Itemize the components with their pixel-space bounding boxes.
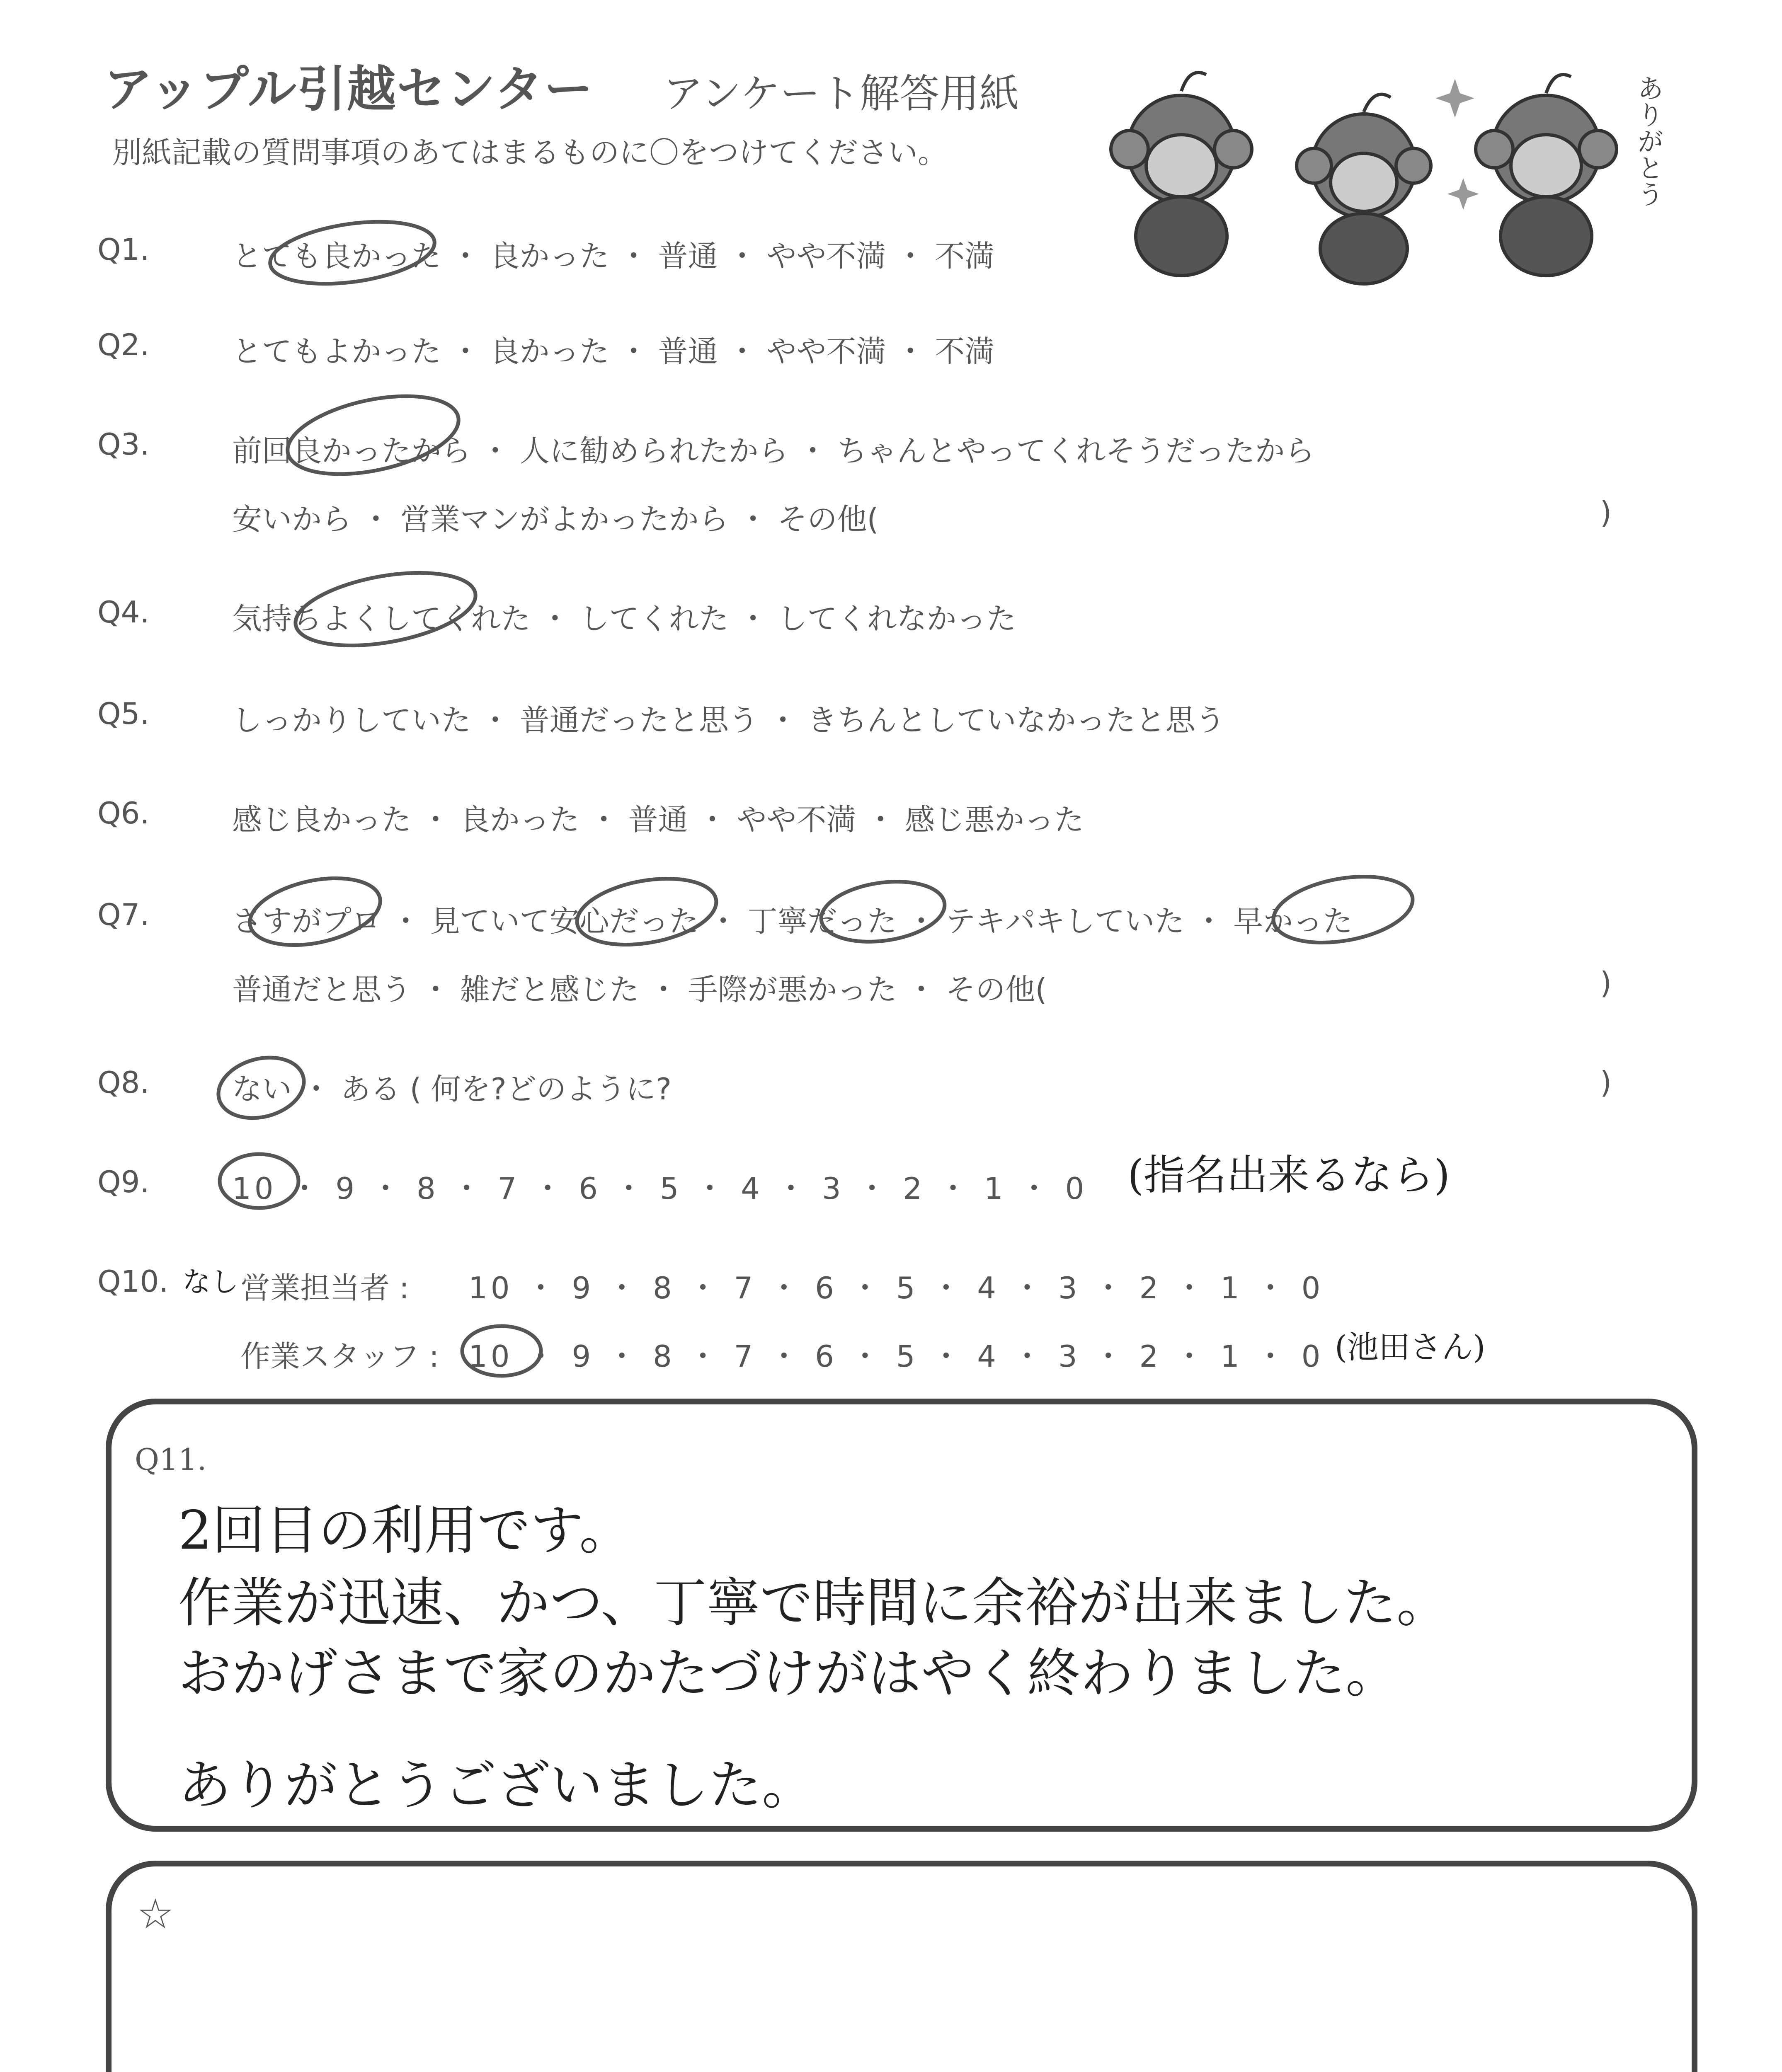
form-instruction: 別紙記載の質問事項のあてはまるものに〇をつけてください。 — [112, 135, 948, 170]
q9-circle-mark — [209, 1144, 309, 1218]
q1-options: とても良かった ・ 良かった ・ 普通 ・ やや不満 ・ 不満 — [232, 239, 995, 274]
q7-close-paren: ) — [1600, 966, 1612, 1000]
q4-circle-mark — [282, 559, 489, 659]
q1-circle-mark — [257, 211, 448, 294]
q8-circle-mark — [207, 1048, 315, 1127]
q7-options-line1: さすがプロ ・ 見ていて安心だった ・ 丁寧だった ・ テキパキしていた ・ 早かった — [232, 904, 1353, 939]
mascot-monkey-right — [1476, 75, 1617, 276]
mascot-monkey-center — [1297, 94, 1431, 284]
q11-comment-line-3: おかげさまで家のかたづけがはやく終わりました。 — [178, 1643, 1399, 1704]
q4-label: Q4. — [97, 595, 150, 629]
q10-staff-handwritten-note: (池田さん) — [1335, 1329, 1486, 1365]
star-comment-box — [106, 1861, 1697, 2072]
q3-close-paren: ) — [1600, 495, 1612, 530]
q11-comment-line-1: 2回目の利用です。 — [178, 1500, 633, 1561]
q11-label: Q11. — [135, 1442, 207, 1477]
q10-sales-scale: 10 ・ 9 ・ 8 ・ 7 ・ 6 ・ 5 ・ 4 ・ 3 ・ 2 ・ 1 ・ 0 — [468, 1271, 1324, 1305]
q11-comment-line-2: 作業が迅速、かつ、丁寧で時間に余裕が出来ました。 — [178, 1572, 1450, 1634]
q4-options: 気持ちよくしてくれた ・ してくれた ・ してくれなかった — [232, 601, 1016, 636]
q3-circle-mark — [274, 381, 473, 489]
q6-label: Q6. — [97, 796, 150, 830]
q3-options-line2: 安いから ・ 営業マンがよかったから ・ その他( — [232, 502, 879, 537]
q9-handwritten-note: (指名出来るなら) — [1127, 1151, 1450, 1199]
mascot-thanks-text: ありがとう — [1633, 75, 1663, 207]
q1-label: Q1. — [97, 232, 150, 267]
q10-sales-label: 営業担当者 : — [240, 1271, 410, 1305]
q5-options: しっかりしていた ・ 普通だったと思う ・ きちんとしていなかったと思う — [232, 703, 1225, 738]
q5-label: Q5. — [97, 696, 150, 731]
q7-circle-marks — [232, 862, 1476, 961]
q10-circle-mark — [452, 1316, 551, 1386]
star-icon: ☆ — [137, 1890, 174, 1938]
form-subtitle: アンケート解答用紙 — [663, 70, 1019, 117]
q10-staff-scale: 10 ・ 9 ・ 8 ・ 7 ・ 6 ・ 5 ・ 4 ・ 3 ・ 2 ・ 1 ・ 0 — [468, 1339, 1324, 1374]
sparkle-icon — [1435, 79, 1479, 210]
q8-close-paren: ) — [1600, 1065, 1612, 1100]
q9-scale: 10 ・ 9 ・ 8 ・ 7 ・ 6 ・ 5 ・ 4 ・ 3 ・ 2 ・ 1 ・ 0 — [232, 1171, 1088, 1206]
q9-label: Q9. — [97, 1164, 150, 1199]
mascot-illustration — [1098, 54, 1687, 286]
q3-options-line1: 前回良かったから ・ 人に勧められたから ・ ちゃんとやってくれそうだったから — [232, 433, 1315, 468]
mascot-monkey-left — [1111, 73, 1252, 276]
q2-label: Q2. — [97, 327, 150, 362]
q3-label: Q3. — [97, 427, 150, 462]
q10-handwritten-mark: なし — [182, 1266, 239, 1299]
q8-options: ない ・ ある ( 何を?どのように? — [232, 1072, 672, 1106]
q10-staff-label: 作業スタッフ : — [240, 1339, 439, 1374]
q6-options: 感じ良かった ・ 良かった ・ 普通 ・ やや不満 ・ 感じ悪かった — [232, 802, 1084, 837]
form-title: アップル引越センター — [104, 61, 594, 118]
q10-label: Q10. — [97, 1264, 169, 1299]
q7-options-line2: 普通だと思う ・ 雑だと感じた ・ 手際が悪かった ・ その他( — [232, 972, 1047, 1007]
q2-options: とてもよかった ・ 良かった ・ 普通 ・ やや不満 ・ 不満 — [232, 334, 995, 369]
q7-label: Q7. — [97, 897, 150, 932]
q11-comment-line-4: ありがとうございました。 — [178, 1755, 815, 1816]
q8-label: Q8. — [97, 1065, 150, 1100]
